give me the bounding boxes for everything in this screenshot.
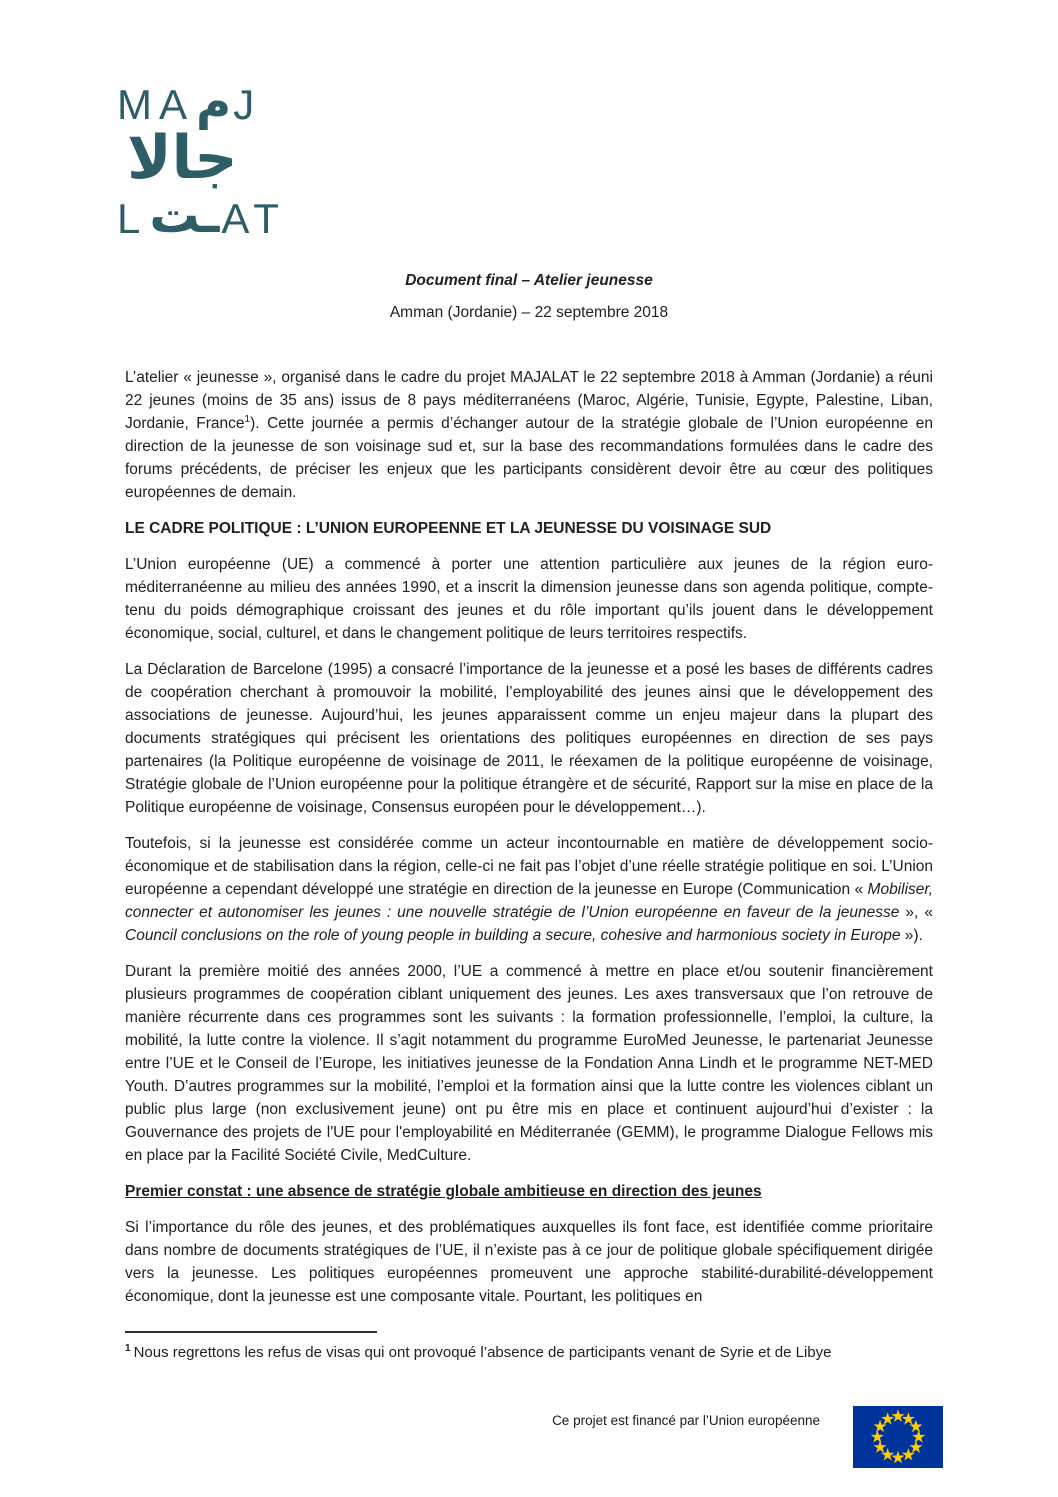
footnote-reference: 1 <box>244 413 251 425</box>
paragraph-intro-text-2: ). Cette journée a permis d’échanger autour de la stratégie globale de l’Union européenne en direction de la jeunesse de son voisinage sud et, sur la base des recommandations formulées dans le cadre des forums précédents, de préciser les enjeux que les participants considèrent devoir être au cœur des politiques européennes de demain. <box>125 415 933 501</box>
page-title: Document final – Atelier jeunesse <box>405 272 653 289</box>
eu-flag-icon <box>853 1406 943 1468</box>
paragraph-toutefois-separator: », « <box>899 904 933 921</box>
paragraph-toutefois <box>125 832 933 947</box>
logo-row-2-arabic: جالا <box>127 123 238 193</box>
paragraph-toutefois-text: Toutefois, si la jeunesse est considérée comme un acteur incontournable en matière de développement socio-économique et de stabilisation dans la région, celle-ci ne fait pas l’objet d’une réelle stratégie politique en soi. L’Union européenne a cependant développé une stratégie en direction de la jeunesse en Europe (Communication « <box>125 835 933 898</box>
paragraph-intro <box>125 366 933 504</box>
content-column <box>117 0 933 1321</box>
section-heading-cadre-politique: LE CADRE POLITIQUE : L’UNION EUROPEENNE ET LA JEUNESSE DU VOISINAGE SUD <box>125 520 772 537</box>
paragraph-intro-text: L’atelier « jeunesse », organisé dans le cadre du projet MAJALAT le 22 septembre 2018 à Amman (Jordanie) a réuni 22 jeunes (moins de 35 ans) issus de 8 pays méditerranéens (Maroc, Algérie, Tunisie, Egypte, Palestine, Liban, Jordanie, France <box>125 369 933 432</box>
footnote-text: Nous regrettons les refus de visas qui ont provoqué l’absence de participants venant de Syrie et de Libye <box>133 1344 832 1361</box>
logo-row-1 <box>117 74 307 130</box>
paragraph-premier-constat: Si l’importance du rôle des jeunes, et des problématiques auxquelles ils font face, est identifiée comme prioritaire dans nombre de documents stratégiques de l’UE, il n’existe pas à ce jour de politique globale spécifiquement dirigée vers la jeunesse. Les politiques européennes promeuvent une approche stabilité-durabilité-développement économique, dont la jeunesse est une composante vitale. Pourtant, les politiques en <box>125 1219 933 1305</box>
footnote-rule <box>125 1331 377 1333</box>
logo-latin-at: AT <box>221 195 286 242</box>
footnote-block <box>125 1331 933 1363</box>
footnote-text-line <box>125 1342 933 1363</box>
citation-communication-jeunes: Mobiliser, connecter et autonomiser les jeunes : une nouvelle stratégie de l’Union européenne en faveur de la jeunesse <box>125 881 933 921</box>
logo-arabic-meem: م <box>196 74 232 130</box>
section-heading-premier-constat: Premier constat : une absence de stratégie globale ambitieuse en direction des jeunes <box>125 1183 762 1200</box>
logo-latin-l: L <box>117 195 148 242</box>
logo-latin-ma: MA <box>117 81 194 128</box>
paragraph-ue-attention: L’Union européenne (UE) a commencé à porter une attention particulière aux jeunes de la région euro-méditerranéenne au milieu des années 1990, et a inscrit la dimension jeunesse dans son agenda politique, compte-tenu du poids démographique croissant des jeunes et du rôle important qu’ils jouent dans le développement économique, social, culturel, et dans le changement politique de leurs territoires respectifs. <box>125 556 933 642</box>
logo-latin-j: J <box>233 81 262 128</box>
citation-council-conclusions: Council conclusions on the role of young people in building a secure, cohesive and harmonious society in Europe <box>125 927 901 944</box>
majalat-logo <box>117 74 307 244</box>
paragraph-programmes: Durant la première moitié des années 2000, l’UE a commencé à mettre en place et/ou soutenir financièrement plusieurs programmes de coopération ciblant uniquement des jeunes. Les axes transversaux que l’on retrouve de manière récurrente dans ces programmes sont les suivants : la formation professionnelle, l’emploi, la culture, la mobilité, la lutte contre la violence. Il s’agit notamment du programme EuroMed Jeunesse, le partenariat Jeunesse entre l’UE et le Conseil de l’Europe, les initiatives jeunesse de la Fondation Anna Lindh et le programme NET-MED Youth. D’autres programmes sur la mobilité, l’emploi et la formation ainsi que la lutte contre les violences ciblant un public plus large (non exclusivement jeune) ont pu être mis en place et continuent aujourd’hui d’exister : la Gouvernance des projets de l'UE pour l'employabilité en Méditerranée (GEMM), le programme Dialogue Fellows mis en place par la Facilité Société Civile, MedCulture. <box>125 963 933 1164</box>
paragraph-toutefois-end: »). <box>900 927 923 944</box>
footnote-marker: 1 <box>125 1343 131 1354</box>
page-subtitle: Amman (Jordanie) – 22 septembre 2018 <box>389 304 669 321</box>
paragraph-barcelone: La Déclaration de Barcelone (1995) a consacré l’importance de la jeunesse et a posé les bases de différents cadres de coopération cherchant à promouvoir la mobilité, l’employabilité des jeunes ainsi que le développement des associations de jeunesse. Aujourd’hui, les jeunes apparaissent comme un enjeu majeur dans la plupart des documents stratégiques qui précisent les orientations des politiques européennes en direction de ses pays partenaires (la Politique européenne de voisinage de 2011, le réexamen de la politique européenne de voisinage, Stratégie globale de l’Union européenne pour la politique étrangère et de sécurité, Rapport sur la mise en place de la Politique européenne de voisinage, Consensus européen pour le développement…). <box>125 661 933 816</box>
logo-arabic-ta: ـت <box>149 186 220 244</box>
footer-funding-text: Ce projet est financé par l’Union européenne <box>552 1413 820 1428</box>
logo-row-3 <box>117 186 307 244</box>
